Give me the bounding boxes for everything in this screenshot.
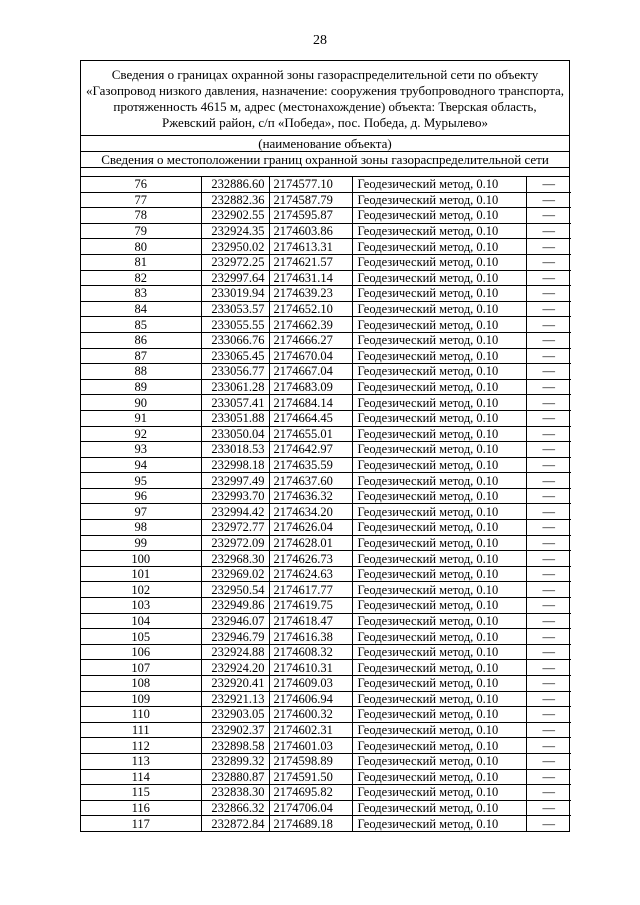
extra-value-cell: —: [526, 644, 571, 660]
table-row: [81, 410, 571, 426]
extra-value-cell: —: [526, 753, 571, 769]
method-accuracy-cell: Геодезический метод, 0.10: [352, 707, 526, 723]
coord-y-cell: 2174621.57: [269, 254, 352, 270]
coord-y-cell: 2174616.38: [269, 629, 352, 645]
header-line-1: Сведения о границах охранной зоны газораспределительной сети по объекту: [111, 67, 539, 82]
coord-x-cell: 232866.32: [201, 800, 269, 816]
extra-value-cell: —: [526, 707, 571, 723]
point-number-cell: 82: [81, 270, 201, 286]
coord-y-cell: 2174631.14: [269, 270, 352, 286]
method-accuracy-cell: Геодезический метод, 0.10: [352, 270, 526, 286]
extra-value-cell: —: [526, 769, 571, 785]
point-number-cell: 92: [81, 426, 201, 442]
method-accuracy-cell: Геодезический метод, 0.10: [352, 254, 526, 270]
coord-x-cell: 232902.37: [201, 722, 269, 738]
coord-y-cell: 2174619.75: [269, 598, 352, 614]
coord-y-cell: 2174655.01: [269, 426, 352, 442]
extra-value-cell: —: [526, 582, 571, 598]
point-number-cell: 98: [81, 520, 201, 536]
coord-x-cell: 232924.20: [201, 660, 269, 676]
coord-x-cell: 232972.09: [201, 535, 269, 551]
point-number-cell: 115: [81, 785, 201, 801]
separator-gap: [81, 168, 569, 177]
extra-value-cell: —: [526, 566, 571, 582]
table-row: [81, 301, 571, 317]
coord-x-cell: 232950.54: [201, 582, 269, 598]
extra-value-cell: —: [526, 223, 571, 239]
coord-y-cell: 2174670.04: [269, 348, 352, 364]
point-number-cell: 106: [81, 644, 201, 660]
point-number-cell: 114: [81, 769, 201, 785]
table-row: [81, 753, 571, 769]
method-accuracy-cell: Геодезический метод, 0.10: [352, 208, 526, 224]
point-number-cell: 79: [81, 223, 201, 239]
method-accuracy-cell: Геодезический метод, 0.10: [352, 348, 526, 364]
point-number-cell: 101: [81, 566, 201, 582]
method-accuracy-cell: Геодезический метод, 0.10: [352, 239, 526, 255]
table-row: [81, 442, 571, 458]
page-number: 28: [313, 33, 327, 48]
coord-x-cell: 232921.13: [201, 691, 269, 707]
table-row: [81, 738, 571, 754]
point-number-cell: 107: [81, 660, 201, 676]
coord-x-cell: 232997.64: [201, 270, 269, 286]
method-accuracy-cell: Геодезический метод, 0.10: [352, 364, 526, 380]
table-row: [81, 551, 571, 567]
method-accuracy-cell: Геодезический метод, 0.10: [352, 426, 526, 442]
coord-y-cell: 2174642.97: [269, 442, 352, 458]
extra-value-cell: —: [526, 473, 571, 489]
extra-value-cell: —: [526, 457, 571, 473]
extra-value-cell: —: [526, 192, 571, 208]
table-row: [81, 223, 571, 239]
coord-y-cell: 2174683.09: [269, 379, 352, 395]
point-number-cell: 87: [81, 348, 201, 364]
table-row: [81, 239, 571, 255]
extra-value-cell: —: [526, 785, 571, 801]
point-number-cell: 93: [81, 442, 201, 458]
coord-x-cell: 233057.41: [201, 395, 269, 411]
table-row: [81, 177, 571, 192]
point-number-cell: 100: [81, 551, 201, 567]
coord-y-cell: 2174684.14: [269, 395, 352, 411]
coord-x-cell: 232898.58: [201, 738, 269, 754]
coord-y-cell: 2174667.04: [269, 364, 352, 380]
coord-y-cell: 2174595.87: [269, 208, 352, 224]
table-row: [81, 286, 571, 302]
extra-value-cell: —: [526, 317, 571, 333]
method-accuracy-cell: Геодезический метод, 0.10: [352, 769, 526, 785]
method-accuracy-cell: Геодезический метод, 0.10: [352, 488, 526, 504]
object-name-caption: (наименование объекта): [81, 136, 569, 152]
coord-x-cell: 232994.42: [201, 504, 269, 520]
coord-y-cell: 2174610.31: [269, 660, 352, 676]
table-row: [81, 800, 571, 816]
table-row: [81, 379, 571, 395]
coord-y-cell: 2174602.31: [269, 722, 352, 738]
coord-y-cell: 2174600.32: [269, 707, 352, 723]
coord-x-cell: 233053.57: [201, 301, 269, 317]
point-number-cell: 116: [81, 800, 201, 816]
point-number-cell: 77: [81, 192, 201, 208]
coord-y-cell: 2174636.32: [269, 488, 352, 504]
table-row: [81, 566, 571, 582]
coord-y-cell: 2174587.79: [269, 192, 352, 208]
coord-y-cell: 2174695.82: [269, 785, 352, 801]
table-row: [81, 332, 571, 348]
header-line-3: протяженность 4615 м, адрес (местонахождение) объекта: Тверская область,: [113, 99, 537, 114]
coord-x-cell: 232902.55: [201, 208, 269, 224]
table-row: [81, 707, 571, 723]
table-row: [81, 457, 571, 473]
coord-x-cell: 232950.02: [201, 239, 269, 255]
method-accuracy-cell: Геодезический метод, 0.10: [352, 223, 526, 239]
method-accuracy-cell: Геодезический метод, 0.10: [352, 566, 526, 582]
coord-x-cell: 233056.77: [201, 364, 269, 380]
point-number-cell: 109: [81, 691, 201, 707]
coord-x-cell: 232924.35: [201, 223, 269, 239]
point-number-cell: 96: [81, 488, 201, 504]
coord-y-cell: 2174606.94: [269, 691, 352, 707]
point-number-cell: 97: [81, 504, 201, 520]
method-accuracy-cell: Геодезический метод, 0.10: [352, 613, 526, 629]
coord-x-cell: 232997.49: [201, 473, 269, 489]
table-row: [81, 644, 571, 660]
extra-value-cell: —: [526, 239, 571, 255]
coord-y-cell: 2174608.32: [269, 644, 352, 660]
method-accuracy-cell: Геодезический метод, 0.10: [352, 457, 526, 473]
method-accuracy-cell: Геодезический метод, 0.10: [352, 722, 526, 738]
point-number-cell: 80: [81, 239, 201, 255]
section-title: Сведения о местоположении границ охранной зоны газораспределительной сети: [81, 152, 569, 168]
point-number-cell: 111: [81, 722, 201, 738]
extra-value-cell: —: [526, 800, 571, 816]
coordinates-table: [81, 177, 571, 831]
point-number-cell: 94: [81, 457, 201, 473]
method-accuracy-cell: Геодезический метод, 0.10: [352, 753, 526, 769]
coord-x-cell: 232946.79: [201, 629, 269, 645]
method-accuracy-cell: Геодезический метод, 0.10: [352, 520, 526, 536]
extra-value-cell: —: [526, 488, 571, 504]
coord-x-cell: 233055.55: [201, 317, 269, 333]
table-row: [81, 504, 571, 520]
coord-y-cell: 2174591.50: [269, 769, 352, 785]
coord-y-cell: 2174706.04: [269, 800, 352, 816]
table-row: [81, 582, 571, 598]
extra-value-cell: —: [526, 598, 571, 614]
extra-value-cell: —: [526, 410, 571, 426]
method-accuracy-cell: Геодезический метод, 0.10: [352, 410, 526, 426]
table-row: [81, 722, 571, 738]
point-number-cell: 113: [81, 753, 201, 769]
extra-value-cell: —: [526, 270, 571, 286]
coord-y-cell: 2174635.59: [269, 457, 352, 473]
coord-y-cell: 2174609.03: [269, 676, 352, 692]
point-number-cell: 81: [81, 254, 201, 270]
extra-value-cell: —: [526, 177, 571, 192]
coord-y-cell: 2174601.03: [269, 738, 352, 754]
table-row: [81, 208, 571, 224]
table-row: [81, 676, 571, 692]
table-row: [81, 395, 571, 411]
coord-x-cell: 232903.05: [201, 707, 269, 723]
point-number-cell: 76: [81, 177, 201, 192]
coord-x-cell: 233051.88: [201, 410, 269, 426]
point-number-cell: 110: [81, 707, 201, 723]
extra-value-cell: —: [526, 208, 571, 224]
extra-value-cell: —: [526, 691, 571, 707]
extra-value-cell: —: [526, 286, 571, 302]
extra-value-cell: —: [526, 442, 571, 458]
extra-value-cell: —: [526, 254, 571, 270]
point-number-cell: 108: [81, 676, 201, 692]
coord-y-cell: 2174618.47: [269, 613, 352, 629]
method-accuracy-cell: Геодезический метод, 0.10: [352, 816, 526, 831]
coord-x-cell: 232972.77: [201, 520, 269, 536]
table-row: [81, 192, 571, 208]
coord-x-cell: 233018.53: [201, 442, 269, 458]
table-row: [81, 785, 571, 801]
method-accuracy-cell: Геодезический метод, 0.10: [352, 317, 526, 333]
table-row: [81, 317, 571, 333]
extra-value-cell: —: [526, 738, 571, 754]
method-accuracy-cell: Геодезический метод, 0.10: [352, 691, 526, 707]
coord-y-cell: 2174664.45: [269, 410, 352, 426]
point-number-cell: 112: [81, 738, 201, 754]
extra-value-cell: —: [526, 301, 571, 317]
table-row: [81, 816, 571, 831]
coord-y-cell: 2174662.39: [269, 317, 352, 333]
coord-y-cell: 2174666.27: [269, 332, 352, 348]
point-number-cell: 104: [81, 613, 201, 629]
coord-x-cell: 232920.41: [201, 676, 269, 692]
coord-x-cell: 232899.32: [201, 753, 269, 769]
extra-value-cell: —: [526, 364, 571, 380]
point-number-cell: 88: [81, 364, 201, 380]
table-row: [81, 598, 571, 614]
table-row: [81, 660, 571, 676]
point-number-cell: 84: [81, 301, 201, 317]
extra-value-cell: —: [526, 676, 571, 692]
extra-value-cell: —: [526, 426, 571, 442]
coord-x-cell: 232949.86: [201, 598, 269, 614]
point-number-cell: 78: [81, 208, 201, 224]
extra-value-cell: —: [526, 722, 571, 738]
method-accuracy-cell: Геодезический метод, 0.10: [352, 644, 526, 660]
extra-value-cell: —: [526, 660, 571, 676]
method-accuracy-cell: Геодезический метод, 0.10: [352, 582, 526, 598]
coord-y-cell: 2174577.10: [269, 177, 352, 192]
point-number-cell: 89: [81, 379, 201, 395]
coord-x-cell: 233066.76: [201, 332, 269, 348]
point-number-cell: 117: [81, 816, 201, 831]
point-number-cell: 99: [81, 535, 201, 551]
coord-x-cell: 232886.60: [201, 177, 269, 192]
method-accuracy-cell: Геодезический метод, 0.10: [352, 535, 526, 551]
method-accuracy-cell: Геодезический метод, 0.10: [352, 785, 526, 801]
coord-x-cell: 233061.28: [201, 379, 269, 395]
table-row: [81, 520, 571, 536]
method-accuracy-cell: Геодезический метод, 0.10: [352, 629, 526, 645]
coord-y-cell: 2174628.01: [269, 535, 352, 551]
table-row: [81, 769, 571, 785]
extra-value-cell: —: [526, 332, 571, 348]
table-row: [81, 364, 571, 380]
coord-y-cell: 2174637.60: [269, 473, 352, 489]
coord-y-cell: 2174652.10: [269, 301, 352, 317]
coord-y-cell: 2174613.31: [269, 239, 352, 255]
table-row: [81, 270, 571, 286]
coord-y-cell: 2174626.73: [269, 551, 352, 567]
method-accuracy-cell: Геодезический метод, 0.10: [352, 738, 526, 754]
table-row: [81, 254, 571, 270]
method-accuracy-cell: Геодезический метод, 0.10: [352, 473, 526, 489]
extra-value-cell: —: [526, 613, 571, 629]
point-number-cell: 85: [81, 317, 201, 333]
method-accuracy-cell: Геодезический метод, 0.10: [352, 395, 526, 411]
table-row: [81, 691, 571, 707]
method-accuracy-cell: Геодезический метод, 0.10: [352, 660, 526, 676]
coord-y-cell: 2174603.86: [269, 223, 352, 239]
point-number-cell: 91: [81, 410, 201, 426]
coord-x-cell: 232946.07: [201, 613, 269, 629]
extra-value-cell: —: [526, 816, 571, 831]
coord-x-cell: 232998.18: [201, 457, 269, 473]
point-number-cell: 90: [81, 395, 201, 411]
extra-value-cell: —: [526, 535, 571, 551]
table-row: [81, 348, 571, 364]
point-number-cell: 103: [81, 598, 201, 614]
table-row: [81, 629, 571, 645]
table-row: [81, 426, 571, 442]
coord-x-cell: 232880.87: [201, 769, 269, 785]
table-row: [81, 613, 571, 629]
coord-y-cell: 2174639.23: [269, 286, 352, 302]
point-number-cell: 105: [81, 629, 201, 645]
coord-x-cell: 233019.94: [201, 286, 269, 302]
point-number-cell: 86: [81, 332, 201, 348]
coord-y-cell: 2174598.89: [269, 753, 352, 769]
coord-x-cell: 232872.84: [201, 816, 269, 831]
method-accuracy-cell: Геодезический метод, 0.10: [352, 504, 526, 520]
method-accuracy-cell: Геодезический метод, 0.10: [352, 676, 526, 692]
method-accuracy-cell: Геодезический метод, 0.10: [352, 192, 526, 208]
coord-x-cell: 233050.04: [201, 426, 269, 442]
extra-value-cell: —: [526, 348, 571, 364]
method-accuracy-cell: Геодезический метод, 0.10: [352, 177, 526, 192]
method-accuracy-cell: Геодезический метод, 0.10: [352, 301, 526, 317]
method-accuracy-cell: Геодезический метод, 0.10: [352, 598, 526, 614]
header-line-2: «Газопровод низкого давления, назначение: сооружения трубопроводного транспорта,: [85, 83, 565, 98]
coord-x-cell: 232882.36: [201, 192, 269, 208]
method-accuracy-cell: Геодезический метод, 0.10: [352, 800, 526, 816]
coord-y-cell: 2174626.04: [269, 520, 352, 536]
coord-x-cell: 232924.88: [201, 644, 269, 660]
extra-value-cell: —: [526, 379, 571, 395]
point-number-cell: 83: [81, 286, 201, 302]
extra-value-cell: —: [526, 629, 571, 645]
point-number-cell: 102: [81, 582, 201, 598]
coord-x-cell: 232838.30: [201, 785, 269, 801]
point-number-cell: 95: [81, 473, 201, 489]
document-frame: [80, 60, 570, 832]
object-header: [81, 61, 569, 136]
coord-y-cell: 2174617.77: [269, 582, 352, 598]
extra-value-cell: —: [526, 395, 571, 411]
method-accuracy-cell: Геодезический метод, 0.10: [352, 332, 526, 348]
method-accuracy-cell: Геодезический метод, 0.10: [352, 551, 526, 567]
method-accuracy-cell: Геодезический метод, 0.10: [352, 379, 526, 395]
coord-x-cell: 232969.02: [201, 566, 269, 582]
extra-value-cell: —: [526, 504, 571, 520]
method-accuracy-cell: Геодезический метод, 0.10: [352, 442, 526, 458]
table-row: [81, 535, 571, 551]
header-line-4: Ржевский район, с/п «Победа», пос. Победа, д. Мурылево»: [162, 115, 488, 130]
method-accuracy-cell: Геодезический метод, 0.10: [352, 286, 526, 302]
extra-value-cell: —: [526, 520, 571, 536]
coord-x-cell: 232968.30: [201, 551, 269, 567]
coord-y-cell: 2174624.63: [269, 566, 352, 582]
table-row: [81, 473, 571, 489]
coord-x-cell: 232993.70: [201, 488, 269, 504]
coord-y-cell: 2174634.20: [269, 504, 352, 520]
table-row: [81, 488, 571, 504]
coord-x-cell: 232972.25: [201, 254, 269, 270]
coord-y-cell: 2174689.18: [269, 816, 352, 831]
extra-value-cell: —: [526, 551, 571, 567]
coord-x-cell: 233065.45: [201, 348, 269, 364]
